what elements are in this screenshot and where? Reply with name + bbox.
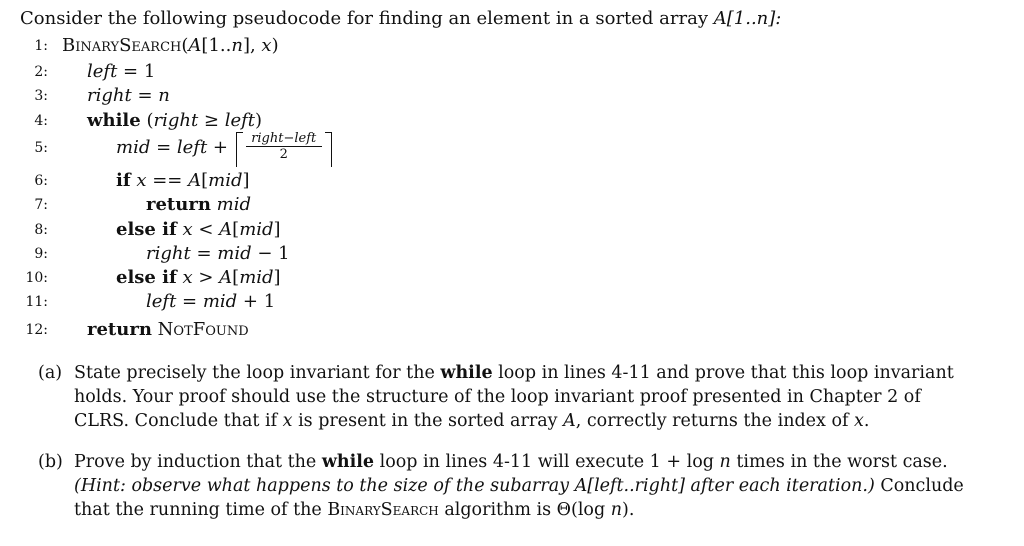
code-statement: [87, 60, 155, 84]
code-token: x: [182, 219, 193, 240]
code-token: − 1: [251, 243, 290, 264]
question-text-run: BinarySearch: [327, 500, 439, 520]
code-token: + 1: [237, 291, 276, 312]
code-line: [0, 169, 1024, 193]
code-token: =: [150, 137, 177, 158]
code-token: +: [207, 137, 234, 158]
code-line: [0, 84, 1024, 108]
question-text-run: Conclude that the running time of the: [74, 476, 964, 520]
question-b-label: (b): [38, 452, 63, 472]
intro-text: Consider the following pseudocode for finding an element in a sorted array: [20, 8, 714, 29]
question-text-run: Prove by induction that the: [74, 452, 322, 472]
question-a-label: (a): [38, 363, 63, 383]
line-number: 7:: [34, 197, 48, 213]
code-token: [: [232, 267, 240, 288]
line-number: 12:: [25, 322, 48, 338]
question-a-body: [74, 361, 978, 433]
question-b: [38, 450, 978, 522]
code-statement: [87, 84, 170, 108]
ceiling-right-bracket: [325, 132, 332, 167]
question-text-run: x: [282, 411, 293, 431]
code-token: [1..: [201, 35, 232, 56]
question-text-run: while: [321, 452, 375, 472]
code-token: A: [219, 267, 233, 288]
code-token: (: [140, 110, 154, 131]
code-token: return: [87, 319, 152, 340]
code-statement: [87, 318, 249, 342]
code-token: left: [87, 61, 118, 82]
code-token: (: [181, 35, 189, 56]
code-line: [0, 242, 1024, 266]
code-line: [0, 318, 1024, 342]
code-token: A: [219, 219, 233, 240]
code-token: >: [192, 267, 220, 288]
code-line: [0, 60, 1024, 84]
code-token: ]: [273, 267, 281, 288]
code-token: [: [232, 219, 240, 240]
code-token: =: [190, 243, 218, 264]
code-token: ): [271, 35, 279, 56]
code-line: [0, 266, 1024, 290]
question-text-run: loop in lines 4-11 and prove that this loop invariant holds. Your proof should use the structure of the loop invariant proof presented in Chapter 2 of CLRS. Conclude that if: [74, 363, 954, 431]
intro-array: A[1..n]:: [713, 8, 782, 29]
code-token: = 1: [117, 61, 156, 82]
code-token: return: [146, 194, 211, 215]
question-text-run: ).: [622, 500, 635, 520]
code-token: mid: [239, 267, 274, 288]
code-token: left: [146, 291, 177, 312]
line-number: 8:: [34, 222, 48, 238]
code-token: left: [176, 137, 208, 158]
code-token: =: [131, 85, 159, 106]
question-text-run: .: [863, 411, 870, 431]
code-token: BinarySearch: [62, 35, 182, 56]
code-token: A: [188, 170, 202, 191]
code-token: mid: [116, 137, 151, 158]
line-number: 3:: [34, 88, 48, 104]
code-statement: [146, 290, 275, 314]
question-b-body: [74, 450, 978, 522]
code-token: x: [261, 35, 272, 56]
code-token: x: [182, 267, 193, 288]
code-line: [0, 34, 1024, 58]
code-token: n: [158, 85, 170, 106]
question-text-run: algorithm is Θ(log: [438, 500, 611, 520]
code-token: ]: [242, 170, 250, 191]
code-line: [0, 290, 1024, 314]
question-text-run: , correctly returns the index of: [575, 411, 855, 431]
code-token: if: [116, 170, 131, 191]
code-token: mid: [217, 243, 252, 264]
question-text-run: x: [854, 411, 864, 431]
ceiling-fraction: [236, 130, 332, 166]
code-line: [0, 218, 1024, 242]
line-number: 5:: [34, 140, 48, 156]
code-statement: [62, 34, 279, 58]
line-number: 9:: [34, 246, 48, 262]
fraction-denominator: 2: [279, 147, 288, 162]
code-token: NotFound: [157, 319, 249, 340]
question-text-run: State precisely the loop invariant for the: [74, 363, 441, 383]
line-number: 11:: [25, 294, 48, 310]
code-token: [: [201, 170, 209, 191]
code-token: <: [192, 219, 220, 240]
code-statement: [146, 193, 251, 217]
code-line: [0, 193, 1024, 217]
fraction-numerator: right−left: [246, 131, 322, 147]
code-token: n: [231, 35, 243, 56]
question-a: [38, 361, 978, 433]
code-token: ],: [242, 35, 262, 56]
question-text-run: while: [440, 363, 493, 383]
question-text-run: loop in lines 4-11 will execute 1 + log: [374, 452, 720, 472]
code-token: right: [87, 85, 132, 106]
question-text-run: is present in the sorted array: [292, 411, 564, 431]
code-line: [0, 130, 1024, 166]
code-token: else if: [116, 267, 177, 288]
question-text-run: n: [719, 452, 731, 472]
code-statement: [146, 242, 290, 266]
code-token: ): [255, 110, 263, 131]
code-token: ]: [273, 219, 281, 240]
code-token: right: [146, 243, 191, 264]
code-token: x: [136, 170, 147, 191]
code-token: else if: [116, 219, 177, 240]
code-token: A: [188, 35, 202, 56]
code-token: mid: [216, 194, 252, 215]
code-token: =: [176, 291, 203, 312]
code-token: ≥: [198, 110, 225, 131]
line-number: 2:: [34, 64, 48, 80]
question-text-run: A: [563, 411, 576, 431]
code-statement: [116, 218, 281, 242]
code-statement: [116, 169, 250, 193]
code-statement: [116, 266, 281, 290]
question-text-run: times in the worst case.: [730, 452, 948, 472]
code-token: mid: [208, 170, 243, 191]
question-text-run: n: [610, 500, 623, 520]
line-number: 1:: [34, 38, 48, 54]
code-token: while: [87, 110, 141, 131]
code-token: left: [224, 110, 256, 131]
question-text-run: (Hint: observe what happens to the size of the subarray A[left..right] after each iteration.): [74, 476, 875, 496]
code-token: mid: [239, 219, 274, 240]
code-statement: [116, 130, 332, 166]
line-number: 4:: [34, 113, 48, 129]
code-token: ==: [146, 170, 189, 191]
line-number: 10:: [25, 270, 48, 286]
line-number: 6:: [34, 173, 48, 189]
code-token: mid: [202, 291, 238, 312]
code-token: right: [153, 110, 199, 131]
ceiling-left-bracket: [236, 132, 243, 167]
